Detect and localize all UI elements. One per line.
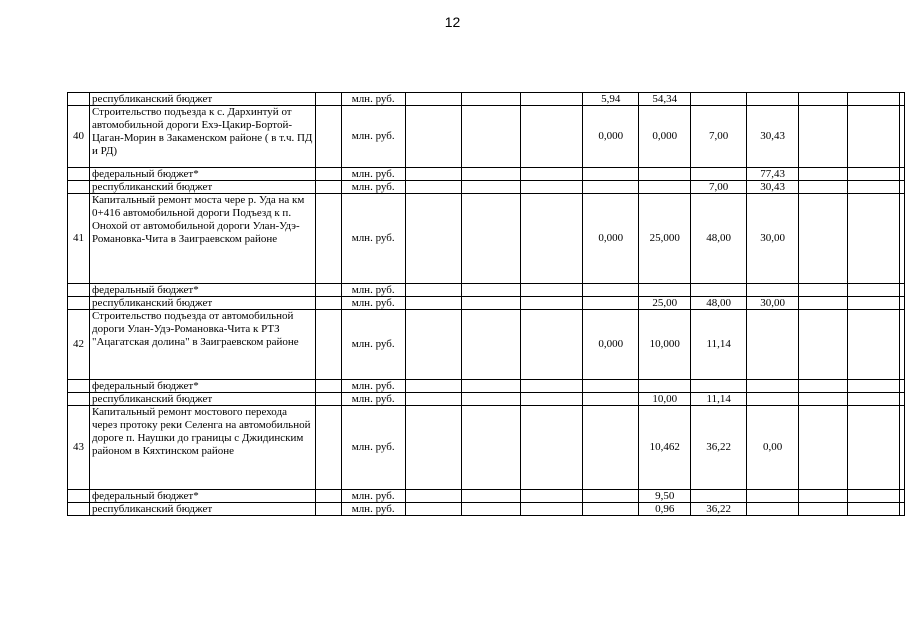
project-row <box>68 310 905 380</box>
budget-source-row <box>68 168 905 181</box>
value-cell: 48,00 <box>691 194 747 284</box>
unit-cell: млн. руб. <box>341 181 405 194</box>
value-cell <box>691 284 747 297</box>
value-cell <box>900 194 905 284</box>
value-cell <box>521 284 583 297</box>
value-cell <box>747 284 799 297</box>
value-cell: 0,00 <box>747 406 799 490</box>
page-number: 12 <box>444 14 461 30</box>
value-cell <box>799 310 848 380</box>
value-cell <box>521 310 583 380</box>
row-label: Капитальный ремонт мостового перехода через протоку реки Селенга на автомобильной дороге п. Наушки до границы с Джидинским районом в Кяхтинском районе <box>89 406 315 490</box>
empty-cell <box>315 380 341 393</box>
value-cell <box>900 490 905 503</box>
value-cell <box>747 490 799 503</box>
value-cell <box>583 490 639 503</box>
budget-source-row <box>68 380 905 393</box>
value-cell <box>521 93 583 106</box>
unit-cell: млн. руб. <box>341 284 405 297</box>
value-cell <box>521 181 583 194</box>
value-cell <box>405 310 461 380</box>
value-cell <box>799 284 848 297</box>
value-cell <box>461 380 521 393</box>
row-label: республиканский бюджет <box>89 93 315 106</box>
row-number <box>68 297 90 310</box>
value-cell <box>900 503 905 516</box>
value-cell: 0,000 <box>583 194 639 284</box>
value-cell <box>461 194 521 284</box>
unit-cell: млн. руб. <box>341 503 405 516</box>
budget-body <box>68 93 905 516</box>
value-cell: 30,00 <box>747 297 799 310</box>
empty-cell <box>315 284 341 297</box>
value-cell <box>405 93 461 106</box>
row-label: Строительство подъезда от автомобильной дороги Улан-Удэ-Романовка-Чита к РТЗ "Ацагатская долина" в Заиграевском районе <box>89 310 315 380</box>
budget-table <box>67 92 905 516</box>
value-cell <box>405 406 461 490</box>
value-cell <box>900 284 905 297</box>
value-cell <box>848 380 900 393</box>
value-cell <box>848 297 900 310</box>
value-cell <box>900 406 905 490</box>
value-cell: 0,000 <box>583 106 639 168</box>
value-cell <box>799 380 848 393</box>
value-cell <box>848 284 900 297</box>
value-cell: 30,00 <box>747 194 799 284</box>
value-cell <box>848 106 900 168</box>
value-cell <box>848 393 900 406</box>
value-cell <box>583 406 639 490</box>
value-cell <box>799 393 848 406</box>
value-cell <box>521 490 583 503</box>
value-cell <box>583 284 639 297</box>
unit-cell: млн. руб. <box>341 490 405 503</box>
unit-cell: млн. руб. <box>341 310 405 380</box>
value-cell <box>461 168 521 181</box>
value-cell <box>583 393 639 406</box>
value-cell <box>848 406 900 490</box>
empty-cell <box>315 106 341 168</box>
value-cell <box>461 93 521 106</box>
value-cell <box>799 297 848 310</box>
value-cell <box>461 490 521 503</box>
row-number <box>68 284 90 297</box>
empty-cell <box>315 406 341 490</box>
value-cell <box>900 93 905 106</box>
budget-source-row <box>68 490 905 503</box>
value-cell <box>639 168 691 181</box>
value-cell: 11,14 <box>691 393 747 406</box>
value-cell: 7,00 <box>691 106 747 168</box>
value-cell <box>521 194 583 284</box>
row-number: 40 <box>68 106 90 168</box>
value-cell: 9,50 <box>639 490 691 503</box>
value-cell <box>405 106 461 168</box>
value-cell: 25,00 <box>639 297 691 310</box>
row-label: федеральный бюджет* <box>89 284 315 297</box>
value-cell <box>848 93 900 106</box>
value-cell <box>583 297 639 310</box>
empty-cell <box>315 310 341 380</box>
value-cell <box>900 106 905 168</box>
value-cell <box>747 503 799 516</box>
value-cell <box>691 380 747 393</box>
value-cell <box>405 297 461 310</box>
value-cell <box>405 380 461 393</box>
row-number <box>68 393 90 406</box>
value-cell <box>691 168 747 181</box>
value-cell <box>900 393 905 406</box>
value-cell <box>461 181 521 194</box>
value-cell: 54,34 <box>639 93 691 106</box>
value-cell <box>900 168 905 181</box>
value-cell <box>461 406 521 490</box>
value-cell <box>848 490 900 503</box>
value-cell <box>405 168 461 181</box>
value-cell <box>521 168 583 181</box>
unit-cell: млн. руб. <box>341 406 405 490</box>
row-label: федеральный бюджет* <box>89 380 315 393</box>
empty-cell <box>315 93 341 106</box>
budget-source-row <box>68 503 905 516</box>
value-cell: 77,43 <box>747 168 799 181</box>
value-cell: 36,22 <box>691 406 747 490</box>
value-cell <box>521 106 583 168</box>
row-label: Капитальный ремонт моста чере р. Уда на км 0+416 автомобильной дороги Подъезд к п. Онохой от автомобильной дороги Улан-Удэ-Романовка-Чита в Заиграевском районе <box>89 194 315 284</box>
row-label: республиканский бюджет <box>89 181 315 194</box>
value-cell <box>900 181 905 194</box>
value-cell <box>900 297 905 310</box>
budget-source-row <box>68 181 905 194</box>
value-cell <box>583 503 639 516</box>
value-cell <box>583 181 639 194</box>
budget-source-row <box>68 284 905 297</box>
value-cell: 7,00 <box>691 181 747 194</box>
row-number: 43 <box>68 406 90 490</box>
empty-cell <box>315 194 341 284</box>
value-cell <box>691 490 747 503</box>
value-cell <box>521 406 583 490</box>
value-cell <box>848 194 900 284</box>
value-cell: 36,22 <box>691 503 747 516</box>
value-cell <box>521 297 583 310</box>
value-cell <box>799 503 848 516</box>
value-cell <box>900 380 905 393</box>
value-cell <box>799 490 848 503</box>
value-cell: 10,00 <box>639 393 691 406</box>
value-cell <box>848 181 900 194</box>
row-number <box>68 168 90 181</box>
value-cell <box>405 284 461 297</box>
row-label: Строительство подъезда к с. Дархинтуй от автомобильной дороги Ехэ-Цакир-Бортой-Цаган-Морин в Закаменском районе ( в т.ч. ПД и РД) <box>89 106 315 168</box>
empty-cell <box>315 181 341 194</box>
value-cell <box>583 168 639 181</box>
value-cell <box>405 181 461 194</box>
row-label: республиканский бюджет <box>89 297 315 310</box>
row-number <box>68 181 90 194</box>
unit-cell: млн. руб. <box>341 380 405 393</box>
row-label: республиканский бюджет <box>89 393 315 406</box>
empty-cell <box>315 168 341 181</box>
unit-cell: млн. руб. <box>341 106 405 168</box>
value-cell <box>747 380 799 393</box>
unit-cell: млн. руб. <box>341 93 405 106</box>
empty-cell <box>315 393 341 406</box>
value-cell <box>799 406 848 490</box>
value-cell: 10,000 <box>639 310 691 380</box>
value-cell <box>900 310 905 380</box>
value-cell <box>799 106 848 168</box>
value-cell: 48,00 <box>691 297 747 310</box>
budget-source-row <box>68 393 905 406</box>
value-cell <box>461 393 521 406</box>
value-cell: 0,000 <box>639 106 691 168</box>
value-cell <box>461 503 521 516</box>
row-number <box>68 490 90 503</box>
value-cell <box>405 503 461 516</box>
value-cell <box>848 310 900 380</box>
row-number: 41 <box>68 194 90 284</box>
row-number <box>68 503 90 516</box>
value-cell <box>405 490 461 503</box>
value-cell <box>639 284 691 297</box>
value-cell: 30,43 <box>747 181 799 194</box>
value-cell <box>747 93 799 106</box>
value-cell <box>461 106 521 168</box>
value-cell <box>691 93 747 106</box>
value-cell <box>583 380 639 393</box>
value-cell <box>521 380 583 393</box>
value-cell <box>639 181 691 194</box>
empty-cell <box>315 503 341 516</box>
row-label: федеральный бюджет* <box>89 168 315 181</box>
value-cell: 5,94 <box>583 93 639 106</box>
value-cell <box>799 168 848 181</box>
value-cell <box>461 284 521 297</box>
value-cell <box>461 310 521 380</box>
project-row <box>68 194 905 284</box>
row-number <box>68 380 90 393</box>
value-cell: 25,000 <box>639 194 691 284</box>
empty-cell <box>315 297 341 310</box>
value-cell <box>521 503 583 516</box>
project-row <box>68 106 905 168</box>
value-cell <box>747 310 799 380</box>
row-label: республиканский бюджет <box>89 503 315 516</box>
value-cell <box>799 93 848 106</box>
value-cell: 0,000 <box>583 310 639 380</box>
value-cell <box>848 168 900 181</box>
row-number: 42 <box>68 310 90 380</box>
unit-cell: млн. руб. <box>341 194 405 284</box>
value-cell: 10,462 <box>639 406 691 490</box>
budget-source-row <box>68 297 905 310</box>
value-cell <box>799 194 848 284</box>
budget-source-row <box>68 93 905 106</box>
unit-cell: млн. руб. <box>341 297 405 310</box>
value-cell: 11,14 <box>691 310 747 380</box>
unit-cell: млн. руб. <box>341 168 405 181</box>
value-cell <box>799 181 848 194</box>
value-cell <box>639 380 691 393</box>
value-cell <box>848 503 900 516</box>
value-cell: 30,43 <box>747 106 799 168</box>
value-cell <box>405 393 461 406</box>
project-row <box>68 406 905 490</box>
row-label: федеральный бюджет* <box>89 490 315 503</box>
value-cell <box>747 393 799 406</box>
unit-cell: млн. руб. <box>341 393 405 406</box>
empty-cell <box>315 490 341 503</box>
value-cell <box>521 393 583 406</box>
row-number <box>68 93 90 106</box>
value-cell: 0,96 <box>639 503 691 516</box>
value-cell <box>405 194 461 284</box>
value-cell <box>461 297 521 310</box>
